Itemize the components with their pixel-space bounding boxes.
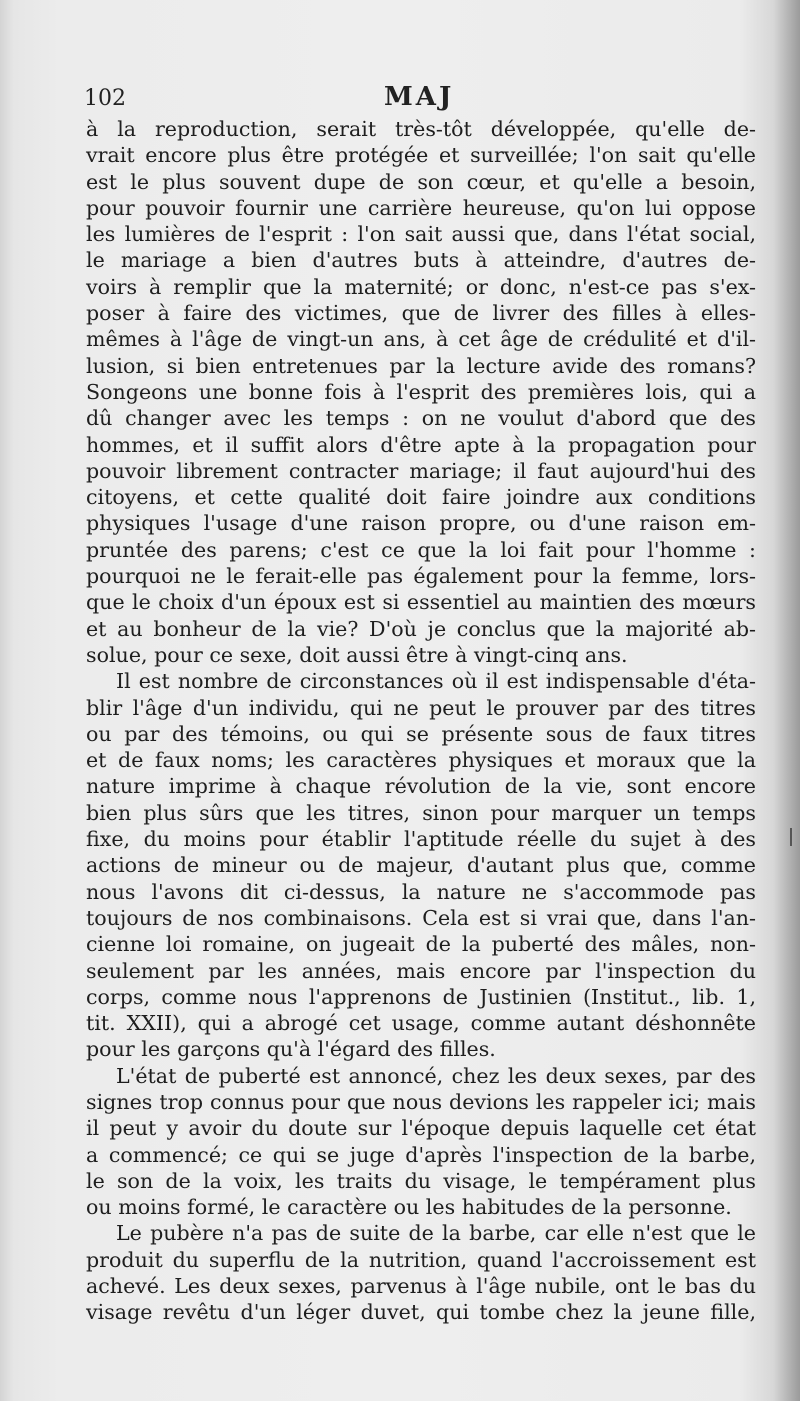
text-line: bien plus sûrs que les titres, sinon pour marquer un temps (86, 800, 756, 825)
paragraph-start-line: Il est nombre de circonstances où il est indispensable d'éta- (116, 669, 756, 694)
paragraph-end-line: pour les garçons qu'à l'égard des filles. (86, 1037, 496, 1062)
text-line: achevé. Les deux sexes, parvenus à l'âge nubile, ont le bas du (86, 1274, 756, 1299)
text-line: Songeons une bonne fois à l'esprit des premières lois, qui a (86, 379, 756, 404)
text-line: corps, comme nous l'apprenons de Justinien (Institut., lib. 1, (86, 984, 756, 1009)
page-number: 102 (84, 86, 126, 111)
text-line: actions de mineur ou de majeur, d'autant plus que, comme (86, 853, 756, 878)
text-line: cienne loi romaine, on jugeait de la puberté des mâles, non- (86, 932, 756, 957)
text-line: à la reproduction, serait très-tôt développée, qu'elle de- (86, 117, 756, 141)
text-line: le son de la voix, les traits du visage, le tempérament plus (86, 1168, 756, 1193)
text-line: pouvoir librement contracter mariage; il faut aujourd'hui des (86, 458, 756, 483)
paragraph-end-line: ou moins formé, le caractère ou les habitudes de la personne. (86, 1195, 732, 1220)
text-line: blir l'âge d'un individu, qui ne peut le prouver par des titres (86, 695, 756, 720)
paragraph-end-line: solue, pour ce sexe, doit aussi être à vingt-cinq ans. (86, 642, 628, 667)
text-line: voirs à remplir que la maternité; or donc, n'est-ce pas s'ex- (86, 274, 756, 299)
text-line: vrait encore plus être protégée et surveillée; l'on sait qu'elle (86, 143, 756, 168)
text-line: nature imprime à chaque révolution de la vie, sont encore (86, 774, 756, 799)
text-line: signes trop connus pour que nous devions les rappeler ici; mais (86, 1089, 756, 1114)
text-line: dû changer avec les temps : on ne voulut d'abord que des (86, 406, 756, 431)
text-line: visage revêtu d'un léger duvet, qui tombe chez la jeune fille, (86, 1300, 756, 1325)
text-line: les lumières de l'esprit : l'on sait aussi que, dans l'état social, (86, 222, 756, 247)
text-line: produit du superflu de la nutrition, quand l'accroissement est (86, 1247, 756, 1272)
body-text (86, 116, 756, 1326)
margin-mark (790, 828, 792, 846)
text-line: et de faux noms; les caractères physiques et moraux que la (86, 748, 756, 773)
running-head (84, 82, 754, 118)
text-line: il peut y avoir du doute sur l'époque depuis laquelle cet état (86, 1116, 756, 1141)
text-line: pourquoi ne le ferait-elle pas également pour la femme, lors- (86, 564, 756, 589)
running-title: MAJ (384, 82, 455, 112)
text-line: seulement par les années, mais encore par l'inspection du (86, 958, 756, 983)
text-line: fixe, du moins pour établir l'aptitude réelle du sujet à des (86, 827, 756, 852)
page-edge-shadow (774, 0, 800, 1401)
text-line: hommes, et il suffit alors d'être apte à la propagation pour (86, 432, 756, 457)
text-line: mêmes à l'âge de vingt-un ans, à cet âge de crédulité et d'il- (86, 327, 756, 352)
text-line: pruntée des parens; c'est ce que la loi fait pour l'homme : (86, 537, 756, 562)
text-line: nous l'avons dit ci-dessus, la nature ne s'accommode pas (86, 879, 756, 904)
text-line: le mariage a bien d'autres buts à atteindre, d'autres de- (86, 248, 756, 273)
text-line: a commencé; ce qui se juge d'après l'inspection de la barbe, (86, 1142, 756, 1167)
text-line: poser à faire des victimes, que de livrer des filles à elles- (86, 301, 756, 326)
text-line: tit. XXII), qui a abrogé cet usage, comme autant déshonnête (86, 1011, 756, 1036)
text-line: est le plus souvent dupe de son cœur, et qu'elle a besoin, (86, 169, 756, 194)
paragraph-start-line: Le pubère n'a pas de suite de la barbe, car elle n'est que le (116, 1221, 756, 1246)
text-line: citoyens, et cette qualité doit faire joindre aux conditions (86, 485, 756, 510)
text-line: toujours de nos combinaisons. Cela est si vrai que, dans l'an- (86, 905, 756, 930)
text-line: que le choix d'un époux est si essentiel au maintien des mœurs (86, 590, 756, 615)
text-line: ou par des témoins, ou qui se présente sous de faux titres (86, 721, 756, 746)
paragraph-start-line: L'état de puberté est annoncé, chez les deux sexes, par des (116, 1063, 756, 1088)
text-line: pour pouvoir fournir une carrière heureuse, qu'on lui oppose (86, 195, 756, 220)
text-line: lusion, si bien entretenues par la lecture avide des romans? (86, 353, 756, 378)
text-line: et au bonheur de la vie? D'où je conclus que la majorité ab- (86, 616, 756, 641)
text-line: physiques l'usage d'une raison propre, ou d'une raison em- (86, 511, 756, 536)
